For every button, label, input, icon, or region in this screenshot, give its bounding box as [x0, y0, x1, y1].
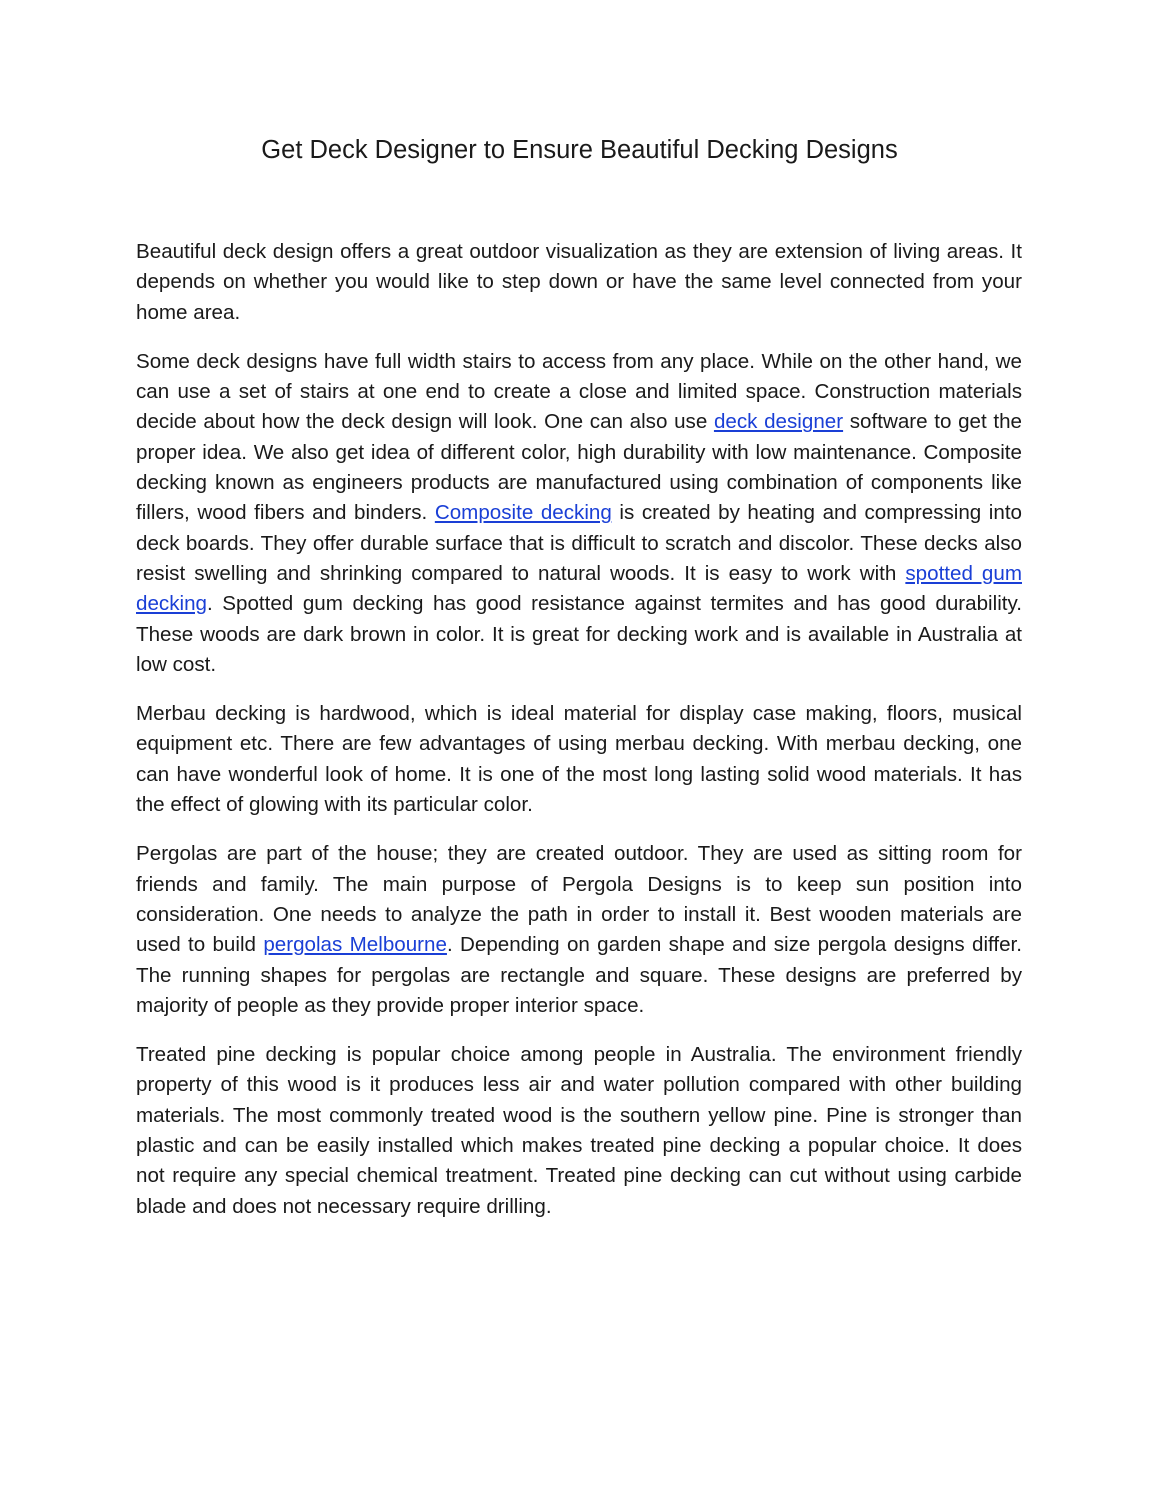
paragraph-text: Beautiful deck design offers a great outdoor visualization as they are extension of living areas. It depends on whether you would like to step down or have the same level connected from your home area. — [136, 240, 1022, 324]
paragraph-text: . Depending on garden shape and size pergola designs differ. The running shapes for pergolas are rectangle and square. These designs are preferred by majority of people as they provide proper interior space. — [136, 933, 1022, 1017]
paragraph-text: Some deck designs have full width stairs to access from any place. While on the other hand, we can use a set of stairs at one end to create a close and limited space. Construction materials decide about how the deck design will look. One can also use — [136, 349, 1022, 434]
paragraph-text: Merbau decking is hardwood, which is ideal material for display case making, floors, musical equipment etc. There are few advantages of using merbau decking. With merbau decking, one can have wonderful look of home. It is one of the most long lasting solid wood materials. It has the effect of glowing with its particular color. — [136, 702, 1022, 817]
paragraph-deck-designs — [136, 347, 1022, 680]
link-deck-designer[interactable]: deck designer — [713, 410, 844, 434]
paragraph-treated-pine — [136, 1040, 1022, 1222]
paragraph-text: is created by heating and compressing into deck boards. They offer durable surface that is difficult to scratch and discolor. These decks also resist swelling and shrinking compared to natural woods. It is easy to work with — [136, 501, 1023, 585]
paragraph-text: software to get the proper idea. We also get idea of different color, high durability with low maintenance. Composite decking known as engineers products are manufactured using combination of components like fillers, wood fibers and binders. — [136, 410, 1022, 525]
paragraph-text: Pergolas are part of the house; they are created outdoor. They are used as sitting room for friends and family. The main purpose of Pergola Designs is to keep sun position into consideration. One needs to analyze the path in order to install it. Best wooden materials are used to build — [136, 842, 1022, 957]
link-composite-decking[interactable]: Composite decking — [434, 501, 612, 525]
paragraph-text: . Spotted gum decking has good resistance against termites and has good durability. These woods are dark brown in color. It is great for decking work and is available in Australia at low cost. — [136, 592, 1022, 676]
link-spotted-gum-decking[interactable]: spotted gum decking — [136, 561, 1022, 616]
link-pergolas-melbourne[interactable]: pergolas Melbourne — [263, 933, 447, 957]
paragraph-intro — [136, 237, 1022, 328]
document-title: Get Deck Designer to Ensure Beautiful Decking Designs — [261, 136, 898, 164]
paragraph-merbau — [136, 699, 1022, 820]
paragraph-text: Treated pine decking is popular choice among people in Australia. The environment friendly property of this wood is it produces less air and water pollution compared with other building materials. The most commonly treated wood is the southern yellow pine. Pine is stronger than plastic and can be easily installed which makes treated pine decking a popular choice. It does not require any special chemical treatment. Treated pine decking can cut without using carbide blade and does not necessary require drilling. — [136, 1043, 1022, 1218]
document-body — [136, 237, 1022, 1241]
paragraph-pergolas — [136, 839, 1022, 1021]
